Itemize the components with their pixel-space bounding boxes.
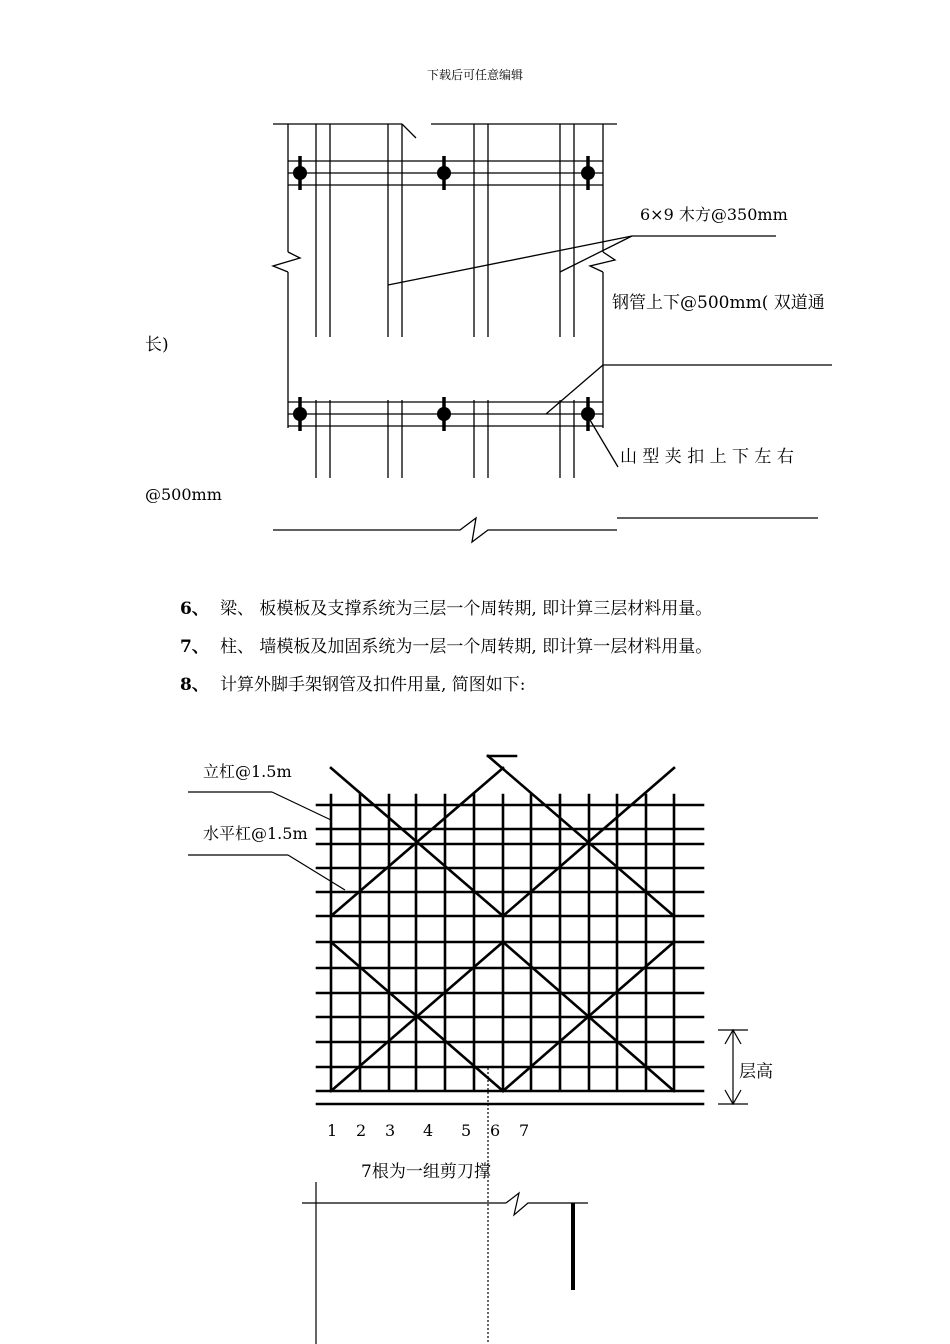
steel-pipe-label: 钢管上下@500mm( 双道通 xyxy=(612,293,825,313)
item-number: 6、 xyxy=(180,599,209,619)
horizontal-ledger-label: 水平杠@1.5m xyxy=(203,824,308,843)
pole-number: 5 xyxy=(461,1121,472,1140)
item-text: 梁、 板模板及支撑系统为三层一个周转期, 即计算三层材料用量。 xyxy=(220,599,713,619)
steel-pipe-label-cont: 长) xyxy=(145,335,169,355)
pole-number: 7 xyxy=(519,1121,530,1140)
item-number: 8、 xyxy=(180,675,209,695)
clamp-label: 山 型 夹 扣 上 下 左 右 xyxy=(620,447,794,467)
vertical-pole-label: 立杠@1.5m xyxy=(203,762,292,781)
pole-number: 6 xyxy=(490,1121,501,1140)
clamp-label-cont: @500mm xyxy=(145,485,222,504)
wood-batten-label: 6×9 木方@350mm xyxy=(640,205,788,224)
pole-number: 2 xyxy=(356,1121,367,1140)
item-text: 计算外脚手架钢管及扣件用量, 简图如下: xyxy=(220,675,526,695)
item-text: 柱、 墙模板及加固系统为一层一个周转期, 即计算一层材料用量。 xyxy=(220,637,713,657)
item-number: 7、 xyxy=(180,637,209,657)
floor-height-label: 层高 xyxy=(739,1062,773,1082)
figure-caption: 7根为一组剪刀撑 xyxy=(361,1162,491,1182)
pole-number: 3 xyxy=(385,1121,396,1140)
pole-number: 4 xyxy=(423,1121,434,1140)
page-header: 下载后可任意编辑 xyxy=(426,68,523,82)
pole-number: 1 xyxy=(327,1121,338,1140)
